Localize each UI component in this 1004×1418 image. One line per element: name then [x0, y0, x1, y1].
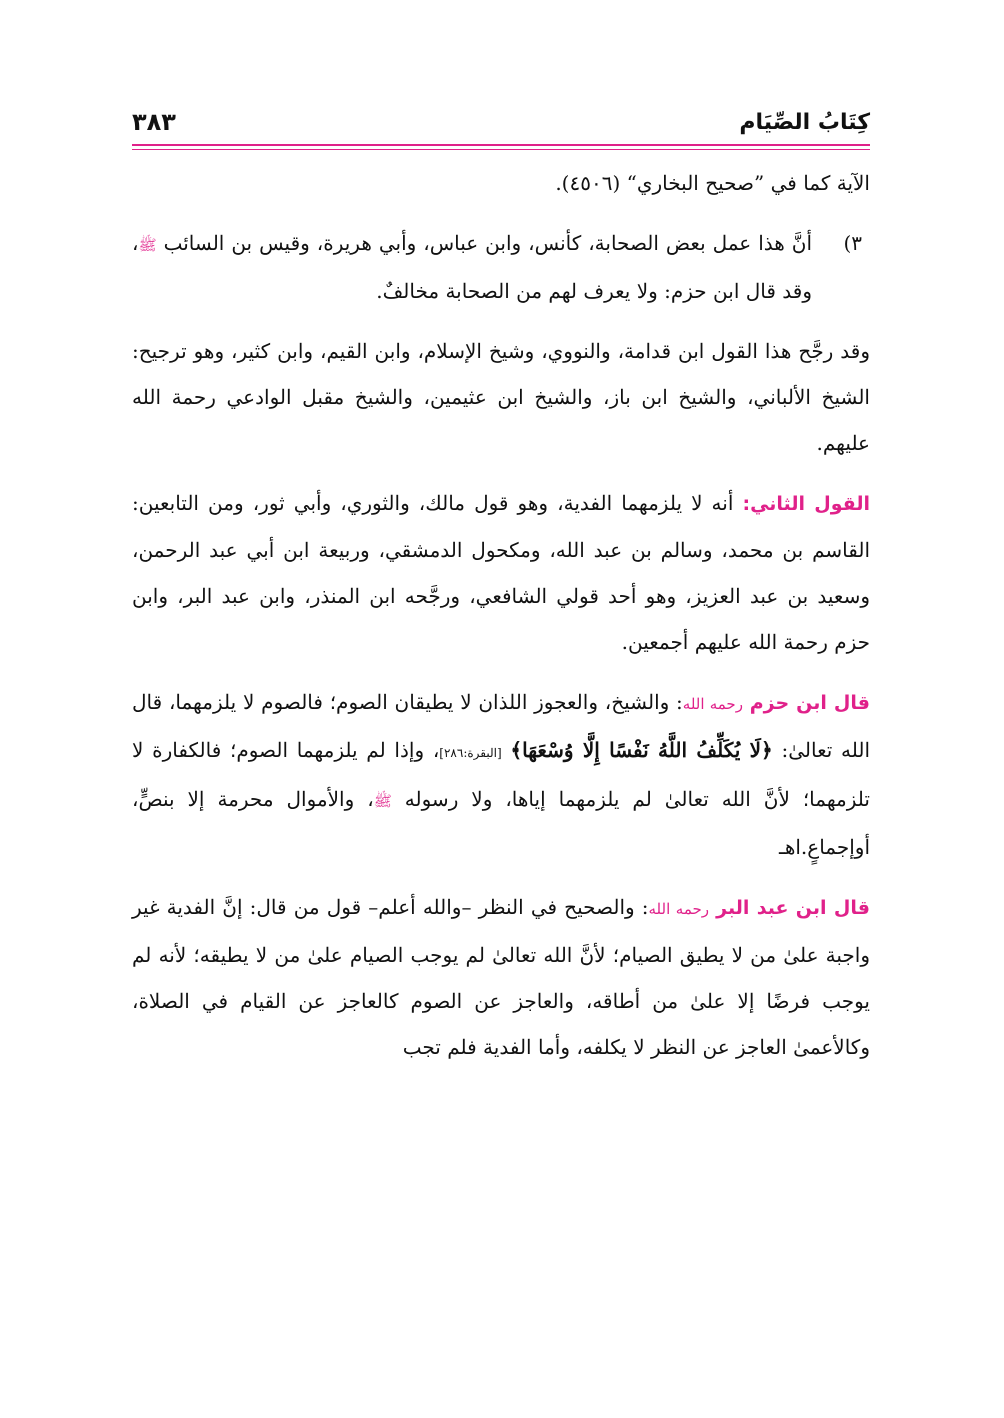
header-divider-top	[132, 144, 870, 146]
paragraph-2-text: أنَّ هذا عمل بعض الصحابة، كأنس، وابن عباس، وأبي هريرة، وقيس بن السائب	[163, 231, 812, 255]
paragraph-5-text-2: ، وإذا لم يلزمهما الصوم؛ فالكفارة لا تلزمهما؛ لأنَّ الله تعالىٰ لم يلزمهما إياها، ولا رسوله	[132, 738, 870, 811]
paragraph-2-text-end: ، وقد قال ابن حزم: ولا يعرف لهم من الصحابة مخالفٌ.	[132, 231, 812, 303]
quote-attribution: قال ابن عبد البر	[716, 897, 870, 919]
paragraph-4	[132, 480, 870, 665]
page	[132, 96, 870, 1084]
paragraph-5-text: : والشيخ، والعجوز اللذان لا يطيقان الصوم؛ فالصوم لا يلزمهما، قال الله تعالىٰ:	[132, 690, 871, 762]
paragraph-5-text-3: ، والأموال محرمة إلا بنصٍّ، أوإجماعٍ.اهـ	[132, 787, 870, 859]
honorific: رحمه الله	[682, 695, 743, 713]
quote-attribution: قال ابن حزم	[749, 692, 870, 714]
paragraph-5	[132, 679, 870, 870]
paragraph-6-text: : والصحيح في النظر –والله أعلم– قول من قال: إنَّ الفدية غير واجبة علىٰ من لا يطيق الصيام؛ لأنَّ الله تعالىٰ لم يوجب الصيام علىٰ من لا يطيقه؛ لأنه لم يوجب فرضًا إلا علىٰ من أطاقه، والعاجز عن الصوم كالعاجز عن القيام في الصلاة، وكالأعمىٰ العاجز عن النظر لا يكلفه، وأما الفدية فلم تجب	[132, 895, 870, 1059]
list-number: ٣)	[843, 231, 862, 255]
body-text	[132, 160, 870, 1070]
honorific: ﷺ	[138, 236, 157, 254]
book-title: كِتَابُ الصِّيَام	[739, 110, 870, 135]
honorific: رحمه الله	[648, 900, 710, 918]
paragraph-3: وقد رجَّح هذا القول ابن قدامة، والنووي، وشيخ الإسلام، وابن القيم، وابن كثير، وهو ترجيح: الشيخ الألباني، والشيخ ابن باز، والشيخ ابن عثيمين، والشيخ مقبل الوادعي رحمة الله عليهم.	[132, 339, 870, 455]
verse-reference: [البقرة:٢٨٦]	[439, 746, 502, 760]
honorific: ﷺ	[373, 792, 392, 810]
page-header	[132, 96, 870, 146]
page-number: ٣٨٣	[132, 108, 176, 136]
header-divider-bottom	[132, 149, 870, 150]
quran-verse: ﴿لَا يُكَلِّفُ اللَّهُ نَفْسًا إِلَّا وُسْعَهَا﴾	[510, 738, 773, 762]
paragraph-6	[132, 884, 870, 1070]
paragraph-4-text: أنه لا يلزمهما الفدية، وهو قول مالك، والثوري، وأبي ثور، ومن التابعين: القاسم بن محمد، وسالم بن عبد الله، ومكحول الدمشقي، وربيعة ابن أبي عبد الرحمن، وسعيد بن عبد العزيز، وهو أحد قولي الشافعي، ورجَّحه ابن المنذر، وابن عبد البر، وابن حزم رحمة الله عليهم أجمعين.	[132, 491, 870, 654]
paragraph-1: الآية كما في ”صحيح البخاري“ (٤٥٠٦).	[555, 171, 870, 195]
section-label: القول الثاني:	[742, 493, 870, 515]
paragraph-2	[132, 220, 870, 314]
